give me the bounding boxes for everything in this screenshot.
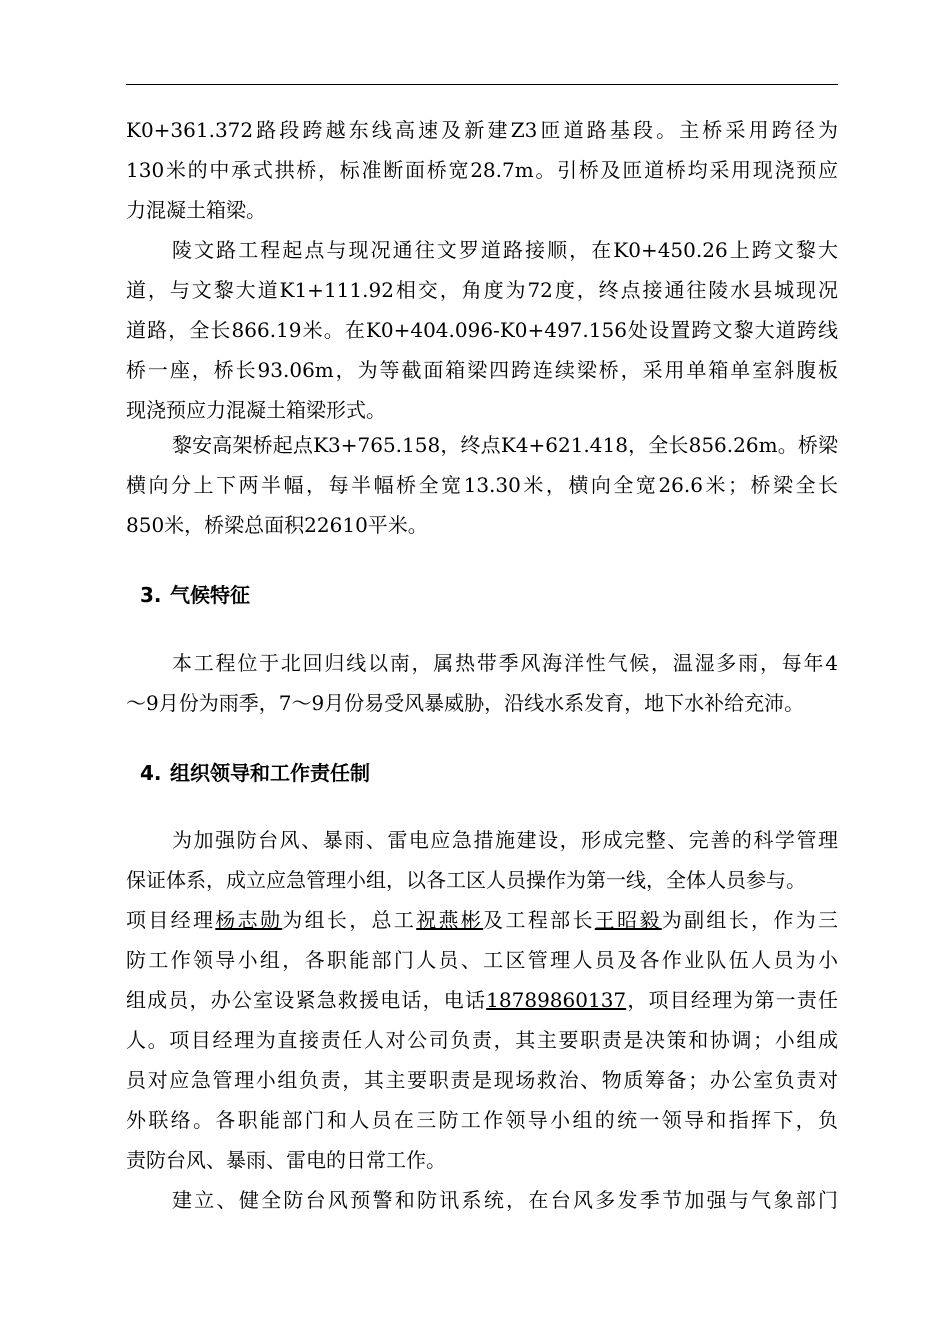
text-run: 为组长，总工: [282, 908, 417, 932]
text-run: 组成员，办公室设紧急救援电话，电话: [126, 988, 487, 1012]
heading-number: 3.: [140, 583, 162, 607]
manager-name: 杨志勋: [215, 908, 283, 932]
paragraph-6-line-1: 建立、健全防台风预警和防讯系统，在台风多发季节加强与气象部门: [172, 1188, 838, 1212]
paragraph-1-line-3: 力混凝土箱梁。: [126, 198, 266, 222]
paragraph-5-line-5: [126, 980, 838, 1020]
section-heading-climate: [140, 575, 250, 615]
paragraph-4-line-2: ～9月份为雨季，7～9月份易受风暴威胁，沿线水系发育，地下水补给充沛。: [126, 691, 805, 715]
paragraph-1-line-1: K0+361.372路段跨越东线高速及新建Z3匝道路基段。主桥采用跨径为: [126, 118, 838, 142]
paragraph-3-line-2: 横向分上下两半幅，每半幅桥全宽13.30米，横向全宽26.6米；桥梁全长: [126, 473, 838, 497]
paragraph-5-line-1: 为加强防台风、暴雨、雷电应急措施建设，形成完整、完善的科学管理: [172, 828, 838, 852]
emergency-phone: 18789860137: [486, 988, 627, 1012]
paragraph-4-line-1: 本工程位于北回归线以南，属热带季风海洋性气候，温湿多雨，每年4: [172, 651, 838, 675]
paragraph-3-line-3: 850米，桥梁总面积22610平米。: [126, 513, 428, 537]
paragraph-2-line-4: 桥一座，桥长93.06m，为等截面箱梁四跨连续梁桥，采用单箱单室斜腹板: [126, 358, 838, 382]
paragraph-5-line-2: 保证体系，成立应急管理小组，以各工区人员操作为第一线，全体人员参与。: [126, 868, 806, 892]
text-run: 为副组长，作为三: [661, 908, 838, 932]
paragraph-5-line-8: 外联络。各职能部门和人员在三防工作领导小组的统一领导和指挥下，负: [126, 1108, 838, 1132]
paragraph-5-line-6: 人。项目经理为直接责任人对公司负责，其主要职责是决策和协调；小组成: [126, 1028, 838, 1052]
text-run: 及工程部长: [483, 908, 595, 932]
paragraph-1-line-2: 130米的中承式拱桥，标准断面桥宽28.7m。引桥及匝道桥均采用现浇预应: [126, 158, 838, 182]
paragraph-5-line-9: 责防台风、暴雨、雷电的日常工作。: [126, 1148, 446, 1172]
paragraph-2-line-3: 道路，全长866.19米。在K0+404.096-K0+497.156处设置跨文黎大道跨线: [126, 318, 838, 342]
paragraph-2-line-1: 陵文路工程起点与现况通往文罗道路接顺，在K0+450.26上跨文黎大: [172, 238, 838, 262]
paragraph-5-line-3: [126, 900, 838, 940]
text-run: ，项目经理为第一责任: [626, 988, 838, 1012]
paragraph-2-line-5: 现浇预应力混凝土箱梁形式。: [126, 398, 386, 422]
dept-head-name: 王昭毅: [594, 908, 662, 932]
section-heading-organization: [140, 753, 370, 793]
paragraph-3-line-1: 黎安高架桥起点K3+765.158，终点K4+621.418，全长856.26m。桥梁: [172, 433, 838, 457]
text-run: 项目经理: [126, 908, 216, 932]
paragraph-2-line-2: 道，与文黎大道K1+111.92相交，角度为72度，终点接通往陵水县城现况: [126, 278, 838, 302]
chief-engineer-name: 祝燕彬: [416, 908, 484, 932]
paragraph-5-line-7: 员对应急管理小组负责，其主要职责是现场救治、物质筹备；办公室负责对: [126, 1068, 838, 1092]
heading-title: 组织领导和工作责任制: [170, 761, 370, 785]
heading-number: 4.: [140, 761, 162, 785]
paragraph-5-line-4: 防工作领导小组，各职能部门人员、工区管理人员及各作业队伍人员为小: [126, 948, 838, 972]
header-rule: [126, 84, 838, 85]
heading-title: 气候特征: [170, 583, 250, 607]
